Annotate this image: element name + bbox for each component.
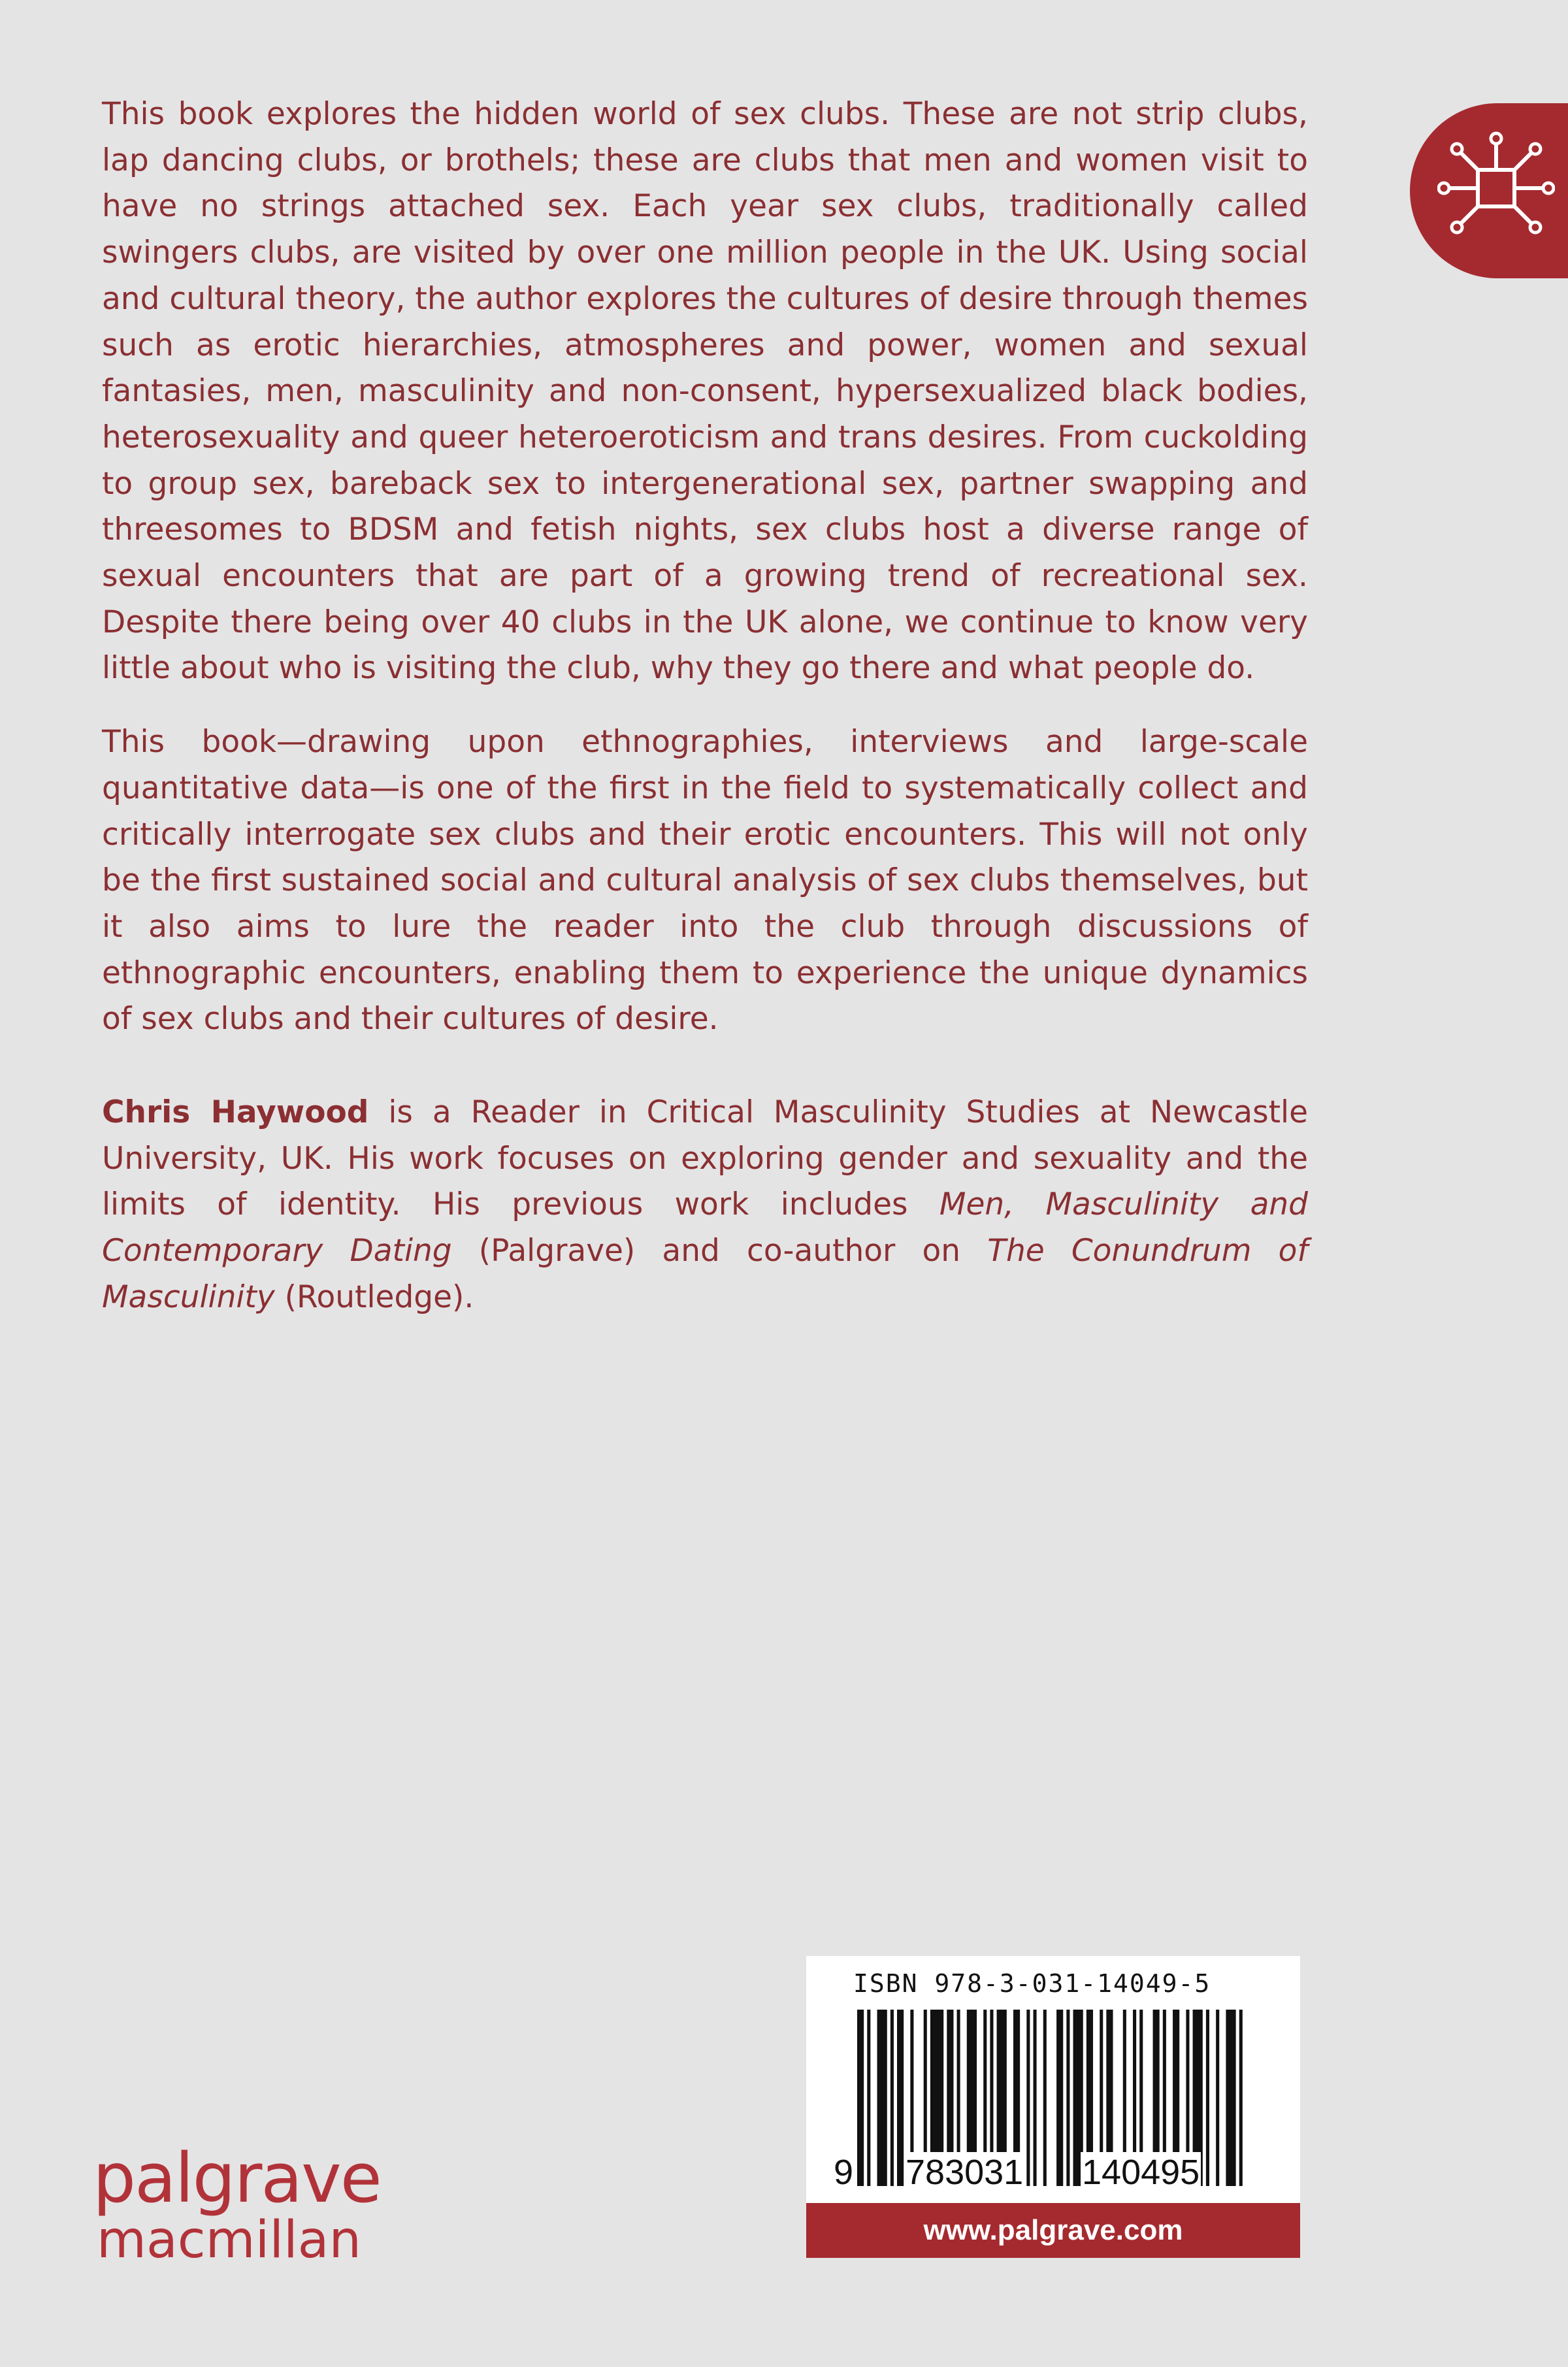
blurb-paragraph-2: This book—drawing upon ethnographies, interviews and large-scale quantitative data—is one of the first in the field to systematically collect and critically interrogate sex clubs and their erotic encounters. This will not only be the first sustained social and cultural analysis of sex clubs themselves, but it also aims to lure the reader into the club through discussions of ethnographic encounters, enabling them to experience the unique dynamics of sex clubs and their cultures of desire.	[102, 724, 1308, 1037]
author-bio-text-2: (Palgrave) and co-author on	[451, 1233, 988, 1269]
author-bio	[102, 1090, 1308, 1321]
barcode-digit-first: 9	[834, 2153, 854, 2192]
barcode-digit-group-2: 140495	[1082, 2153, 1200, 2192]
logo-macmillan: macmillan	[97, 2211, 361, 2270]
palgrave-macmillan-logo	[93, 2138, 381, 2270]
publisher-website: www.palgrave.com	[806, 2203, 1300, 2258]
barcode-digit-group-1: 783031	[906, 2153, 1024, 2192]
barcode-digits	[806, 2152, 1300, 2198]
author-bio-text-1: is a Reader in Critical Masculinity Studies at Newcastle University, UK. His work focuses on exploring gender and sexuality and the limits of identity. His previous work includes	[102, 1094, 1308, 1223]
author-book-title-1: Men, Masculinity and Contemporary Dating	[102, 1186, 1309, 1269]
back-cover-blurb	[102, 91, 1308, 1348]
logo-palgrave: palgrave	[93, 2138, 381, 2218]
publisher-badge	[1410, 103, 1568, 278]
blurb-paragraph-1: This book explores the hidden world of sex clubs. These are not strip clubs, lap dancing clubs, or brothels; these are clubs that men and women visit to have no strings attached sex. Each year sex clubs, traditionally called swingers clubs, are visited by over one million people in the UK. Using social and cultural theory, the author explores the cultures of desire through themes such as erotic hierarchies, atmospheres and power, women and sexual fantasies, men, masculinity and non-consent, hypersexualized black bodies, heterosexuality and queer heteroeroticism and trans desires. From cuckolding to group sex, bareback sex to intergenerational sex, partner swapping and threesomes to BDSM and fetish nights, sex clubs host a diverse range of sexual encounters that are part of a growing trend of recreational sex. Despite there being over 40 clubs in the UK alone, we continue to know very little about who is visiting the club, why they go there and what people do.	[102, 96, 1308, 687]
author-bio-text-3: (Routledge).	[274, 1279, 474, 1315]
author-name: Chris Haywood	[102, 1094, 369, 1131]
isbn-barcode-block	[806, 1956, 1300, 2258]
author-book-title-2: The Conundrum of Masculinity	[102, 1233, 1308, 1315]
isbn-label: ISBN 978-3-031-14049-5	[853, 1969, 1211, 1998]
palgrave-network-icon	[1437, 129, 1555, 247]
